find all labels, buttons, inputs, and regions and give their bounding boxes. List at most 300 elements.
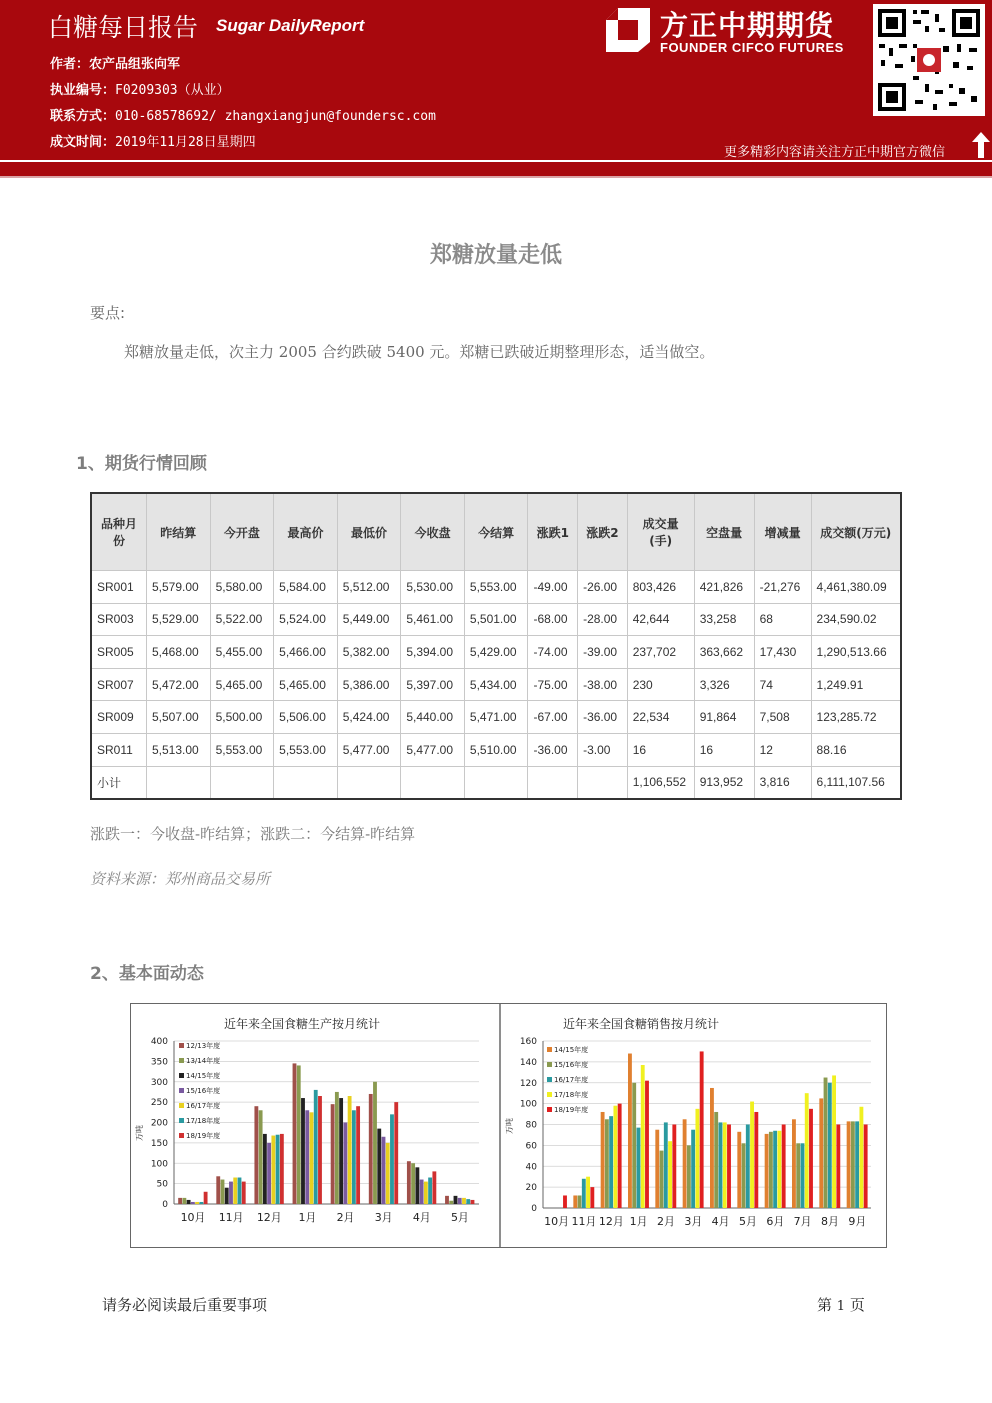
- table-row: [91, 636, 901, 669]
- report-header: [0, 0, 992, 160]
- y-tick-label: 0: [162, 1200, 168, 1210]
- contact-line: [50, 105, 436, 124]
- page-prefix: 第: [817, 1296, 833, 1314]
- table-row: [91, 571, 901, 604]
- legend-swatch: [179, 1043, 184, 1048]
- chart-bar: [864, 1125, 868, 1209]
- table-cell: [401, 766, 465, 799]
- legend-swatch: [547, 1062, 552, 1067]
- chart-bar: [242, 1182, 246, 1204]
- table-cell: 5,466.00: [274, 636, 338, 669]
- table-cell: SR005: [91, 636, 147, 669]
- chart-bar: [318, 1096, 322, 1204]
- y-tick-label: 120: [519, 1078, 537, 1089]
- table-cell: -21,276: [754, 571, 811, 604]
- y-tick-label: 20: [525, 1183, 537, 1194]
- table-cell: 230: [627, 668, 694, 701]
- table-row: [91, 733, 901, 766]
- chart-bar: [348, 1096, 352, 1204]
- chart-bar: [836, 1125, 840, 1209]
- chart-bar: [182, 1198, 186, 1204]
- y-tick-label: 160: [519, 1037, 537, 1047]
- chart-bar: [660, 1151, 664, 1208]
- table-cell: 5,580.00: [210, 571, 274, 604]
- legend-label: 16/17年度: [186, 1102, 221, 1110]
- page-suffix: 页: [849, 1296, 865, 1314]
- legend-label: 16/17年度: [554, 1076, 589, 1084]
- x-tick-label: 1月: [298, 1211, 317, 1224]
- chart-bar: [339, 1098, 343, 1204]
- chart-bar: [178, 1198, 182, 1204]
- chart-bar: [191, 1202, 195, 1204]
- table-cell: 5,522.00: [210, 603, 274, 636]
- table-cell: 5,386.00: [337, 668, 401, 701]
- col-header: 成交量(手): [627, 493, 694, 571]
- x-tick-label: 10月: [180, 1211, 206, 1224]
- chart-bar: [628, 1054, 632, 1208]
- table-cell: 1,106,552: [627, 766, 694, 799]
- col-header: 最低价: [337, 493, 401, 571]
- y-tick-label: 300: [150, 1077, 168, 1088]
- chart-bar: [254, 1106, 258, 1204]
- author-line: [50, 53, 180, 72]
- table-cell: 小计: [91, 766, 147, 799]
- table-cell: 88.16: [811, 733, 901, 766]
- legend-label: 18/19年度: [554, 1106, 589, 1114]
- chart-bar: [777, 1131, 781, 1208]
- company-name-en: FOUNDER CIFCO FUTURES: [660, 40, 844, 55]
- col-header: 昨结算: [147, 493, 211, 571]
- chart-bar: [238, 1178, 242, 1204]
- table-cell: 6,111,107.56: [811, 766, 901, 799]
- legend-swatch: [547, 1107, 552, 1112]
- chart-bar: [714, 1112, 718, 1208]
- table-cell: 5,394.00: [401, 636, 465, 669]
- chart-bar: [187, 1200, 191, 1204]
- table-cell: 17,430: [754, 636, 811, 669]
- table-cell: 1,290,513.66: [811, 636, 901, 669]
- header-divider-thin: [0, 176, 992, 178]
- table-cell: SR007: [91, 668, 147, 701]
- y-tick-label: 250: [150, 1098, 168, 1109]
- chart-bar: [819, 1098, 823, 1208]
- legend-label: 12/13年度: [186, 1042, 221, 1050]
- chart-bar: [454, 1196, 458, 1204]
- table-cell: [147, 766, 211, 799]
- chart-bar: [356, 1106, 360, 1204]
- author-label: 作者：: [50, 57, 90, 72]
- table-cell: 5,429.00: [464, 636, 528, 669]
- charts-svg: [131, 1004, 886, 1247]
- chart-bar: [832, 1075, 836, 1208]
- x-tick-label: 7月: [793, 1215, 812, 1228]
- chart-bar: [700, 1051, 704, 1208]
- table-cell: 5,530.00: [401, 571, 465, 604]
- y-tick-label: 80: [525, 1120, 537, 1131]
- chart-bar: [373, 1082, 377, 1204]
- chart-bar: [432, 1171, 436, 1204]
- arrow-up-icon: [972, 132, 990, 158]
- table-cell: 5,529.00: [147, 603, 211, 636]
- legend-swatch: [179, 1118, 184, 1123]
- chart-bar: [458, 1198, 462, 1204]
- table-cell: 5,507.00: [147, 701, 211, 734]
- chart-bar: [687, 1145, 691, 1208]
- table-cell: 1,249.91: [811, 668, 901, 701]
- chart-bar: [466, 1199, 470, 1204]
- legend-label: 15/16年度: [554, 1061, 589, 1069]
- legend-swatch: [547, 1077, 552, 1082]
- chart-bar: [259, 1110, 263, 1204]
- page-number: 1: [836, 1299, 846, 1314]
- table-cell: 5,506.00: [274, 701, 338, 734]
- table-cell: 33,258: [694, 603, 754, 636]
- chart-bar: [382, 1137, 386, 1204]
- chart-bar: [221, 1180, 225, 1204]
- chart-bar: [263, 1134, 267, 1204]
- table-cell: 5,513.00: [147, 733, 211, 766]
- x-tick-label: 8月: [821, 1215, 839, 1228]
- chart-bar: [672, 1125, 676, 1209]
- chart-bar: [801, 1143, 805, 1208]
- table-row: [91, 766, 901, 799]
- x-tick-label: 11月: [571, 1215, 597, 1228]
- table-cell: 5,465.00: [274, 668, 338, 701]
- table-cell: [337, 766, 401, 799]
- table-cell: 5,424.00: [337, 701, 401, 734]
- chart-bar: [411, 1163, 415, 1204]
- table-cell: 5,471.00: [464, 701, 528, 734]
- chart-bar: [195, 1202, 199, 1204]
- qr-code-icon: [873, 4, 985, 116]
- table-cell: [528, 766, 578, 799]
- table-cell: 5,500.00: [210, 701, 274, 734]
- table-cell: 421,826: [694, 571, 754, 604]
- table-cell: -38.00: [578, 668, 628, 701]
- chart-bar: [851, 1121, 855, 1208]
- table-cell: 22,534: [627, 701, 694, 734]
- chart-bar: [386, 1143, 390, 1204]
- y-tick-label: 150: [150, 1138, 168, 1149]
- report-date: 2019年11月28日星期四: [115, 135, 256, 150]
- chart-bar: [719, 1122, 723, 1208]
- legend-label: 17/18年度: [186, 1117, 221, 1125]
- table-cell: 237,702: [627, 636, 694, 669]
- chart-bar: [769, 1132, 773, 1208]
- chart-bar: [578, 1195, 582, 1208]
- chart-bar: [582, 1179, 586, 1208]
- chart-bar: [683, 1119, 687, 1208]
- legend-label: 14/15年度: [554, 1046, 589, 1054]
- chart-bar: [742, 1143, 746, 1208]
- chart-bar: [796, 1143, 800, 1208]
- chart-title: 近年来全国食糖生产按月统计: [223, 1017, 381, 1031]
- table-cell: -3.00: [578, 733, 628, 766]
- table-cell: 5,477.00: [401, 733, 465, 766]
- table-cell: 913,952: [694, 766, 754, 799]
- chart-bar: [655, 1130, 659, 1208]
- table-cell: SR003: [91, 603, 147, 636]
- table-cell: 5,584.00: [274, 571, 338, 604]
- change-definition-note: 涨跌一：今收盘-昨结算；涨跌二：今结算-昨结算: [90, 825, 416, 843]
- table-cell: 74: [754, 668, 811, 701]
- table-cell: -74.00: [528, 636, 578, 669]
- y-tick-label: 50: [156, 1179, 168, 1190]
- x-tick-label: 4月: [412, 1211, 431, 1224]
- keypoint-text: 郑糖放量走低，次主力 2005 合约跌破 5400 元。郑糖已跌破近期整理形态，适当做空。: [124, 343, 715, 361]
- chart-bar: [420, 1180, 424, 1204]
- table-cell: -28.00: [578, 603, 628, 636]
- follow-wechat-text: 更多精彩内容请关注方正中期官方微信: [724, 145, 946, 160]
- legend-label: 15/16年度: [186, 1087, 221, 1095]
- col-header: 今收盘: [401, 493, 465, 571]
- contact: 010-68578692/ zhangxiangjun@foundersc.com: [115, 109, 436, 124]
- chart-bar: [204, 1192, 208, 1204]
- table-cell: 5,553.00: [274, 733, 338, 766]
- y-tick-label: 200: [150, 1118, 168, 1129]
- founder-logo-icon: [604, 6, 652, 54]
- col-header: 空盘量: [694, 493, 754, 571]
- chart-bar: [331, 1104, 335, 1204]
- company-name-cn: 方正中期期货: [660, 9, 835, 42]
- chart-bar: [297, 1065, 301, 1204]
- chart-bar: [695, 1109, 699, 1208]
- chart-bar: [691, 1130, 695, 1208]
- y-tick-label: 40: [525, 1162, 537, 1173]
- table-cell: [464, 766, 528, 799]
- table-cell: 5,465.00: [210, 668, 274, 701]
- chart-bar: [723, 1122, 727, 1208]
- table-cell: 7,508: [754, 701, 811, 734]
- chart-bar: [271, 1136, 275, 1204]
- chart-bar: [352, 1110, 356, 1204]
- table-cell: 3,816: [754, 766, 811, 799]
- table-cell: SR009: [91, 701, 147, 734]
- keypoint-label: 要点:: [90, 304, 126, 322]
- y-tick-label: 140: [519, 1057, 537, 1068]
- legend-swatch: [547, 1047, 552, 1052]
- table-header-row: [91, 493, 901, 571]
- x-tick-label: 4月: [711, 1215, 730, 1228]
- table-cell: SR011: [91, 733, 147, 766]
- y-tick-label: 0: [531, 1204, 537, 1214]
- table-cell: -75.00: [528, 668, 578, 701]
- chart-bar: [605, 1119, 609, 1208]
- table-cell: 5,477.00: [337, 733, 401, 766]
- x-tick-label: 2月: [336, 1211, 355, 1224]
- y-tick-label: 60: [525, 1141, 537, 1152]
- chart-bar: [737, 1132, 741, 1208]
- chart-bar: [407, 1161, 411, 1204]
- chart-bar: [750, 1102, 754, 1208]
- y-tick-label: 100: [150, 1159, 168, 1170]
- table-cell: 16: [627, 733, 694, 766]
- chart-bar: [637, 1128, 641, 1208]
- chart-bar: [809, 1109, 813, 1208]
- y-tick-label: 100: [519, 1099, 537, 1110]
- x-tick-label: 12月: [256, 1211, 282, 1224]
- chart-bar: [847, 1121, 851, 1208]
- chart-bar: [428, 1178, 432, 1204]
- table-cell: 91,864: [694, 701, 754, 734]
- y-tick-label: 400: [150, 1037, 168, 1047]
- table-cell: 234,590.02: [811, 603, 901, 636]
- header-divider: [0, 162, 992, 176]
- table-row: [91, 668, 901, 701]
- table-cell: 12: [754, 733, 811, 766]
- table-cell: 803,426: [627, 571, 694, 604]
- chart-bar: [199, 1202, 203, 1204]
- x-tick-label: 3月: [684, 1215, 703, 1228]
- chart-bar: [765, 1134, 769, 1208]
- table-cell: -67.00: [528, 701, 578, 734]
- table-cell: 5,461.00: [401, 603, 465, 636]
- footer-disclaimer: 请务必阅读最后重要事项: [102, 1296, 268, 1314]
- table-cell: 5,553.00: [464, 571, 528, 604]
- section-heading-fundamentals: 2、基本面动态: [90, 964, 204, 984]
- chart-bar: [335, 1092, 339, 1204]
- legend-label: 13/14年度: [186, 1057, 221, 1065]
- x-tick-label: 9月: [848, 1215, 867, 1228]
- table-cell: SR001: [91, 571, 147, 604]
- table-cell: 5,553.00: [210, 733, 274, 766]
- chart-bar: [301, 1098, 305, 1204]
- table-cell: 5,512.00: [337, 571, 401, 604]
- chart-bar: [310, 1112, 314, 1204]
- chart-bar: [343, 1123, 347, 1205]
- report-title-en: Sugar DailyReport: [216, 16, 365, 35]
- x-tick-label: 2月: [657, 1215, 675, 1228]
- x-tick-label: 12月: [598, 1215, 624, 1228]
- table-cell: -68.00: [528, 603, 578, 636]
- table-cell: 5,434.00: [464, 668, 528, 701]
- chart-bar: [805, 1093, 809, 1208]
- chart-bar: [609, 1116, 613, 1208]
- x-tick-label: 5月: [739, 1215, 757, 1228]
- table-row: [91, 701, 901, 734]
- chart-bar: [233, 1178, 237, 1204]
- table-cell: 5,524.00: [274, 603, 338, 636]
- chart-bar: [445, 1196, 449, 1204]
- table-cell: 5,455.00: [210, 636, 274, 669]
- col-header: 增减量: [754, 493, 811, 571]
- chart-title: 近年来全国食糖销售按月统计: [562, 1017, 720, 1031]
- charts-panel: [130, 1003, 887, 1248]
- chart-bar: [276, 1135, 280, 1204]
- y-axis-label: 万吨: [505, 1118, 514, 1134]
- chart-bar: [573, 1195, 577, 1208]
- chart-bar: [394, 1102, 398, 1204]
- table-cell: -39.00: [578, 636, 628, 669]
- chart-bar: [293, 1063, 297, 1204]
- x-tick-label: 1月: [629, 1215, 648, 1228]
- license-label: 执业编号：: [50, 83, 116, 98]
- table-cell: 5,440.00: [401, 701, 465, 734]
- col-header: 成交额(万元): [811, 493, 901, 571]
- x-tick-label: 3月: [374, 1211, 393, 1224]
- contact-label: 联系方式：: [50, 109, 116, 124]
- table-cell: 5,579.00: [147, 571, 211, 604]
- x-tick-label: 6月: [766, 1215, 785, 1228]
- table-cell: 42,644: [627, 603, 694, 636]
- chart-bar: [613, 1106, 617, 1208]
- table-cell: 16: [694, 733, 754, 766]
- legend-label: 17/18年度: [554, 1091, 589, 1099]
- author: 农产品组张向军: [89, 57, 181, 72]
- chart-bar: [601, 1112, 605, 1208]
- table-cell: 5,468.00: [147, 636, 211, 669]
- chart-bar: [727, 1125, 731, 1209]
- chart-bar: [471, 1200, 475, 1204]
- futures-quote-table: [90, 492, 902, 800]
- chart-bar: [229, 1182, 233, 1204]
- chart-bar: [225, 1188, 229, 1204]
- section-heading-futures: 1、期货行情回顾: [76, 454, 207, 474]
- date-label: 成文时间：: [50, 135, 116, 150]
- license-line: [50, 79, 230, 98]
- col-header: 最高价: [274, 493, 338, 571]
- chart-bar: [449, 1201, 453, 1204]
- table-cell: 363,662: [694, 636, 754, 669]
- date-line: [50, 131, 256, 150]
- chart-bar: [586, 1177, 590, 1208]
- chart-bar: [563, 1195, 567, 1208]
- table-cell: 4,461,380.09: [811, 571, 901, 604]
- table-cell: -26.00: [578, 571, 628, 604]
- legend-swatch: [547, 1092, 552, 1097]
- chart-bar: [641, 1065, 645, 1208]
- chart-bar: [305, 1110, 309, 1204]
- table-row: [91, 603, 901, 636]
- chart-bar: [632, 1083, 636, 1208]
- legend-swatch: [179, 1088, 184, 1093]
- table-cell: [274, 766, 338, 799]
- data-source-note: 资料来源：郑州商品交易所: [90, 870, 271, 888]
- x-tick-label: 5月: [450, 1211, 469, 1224]
- table-cell: [578, 766, 628, 799]
- chart-bar: [590, 1187, 594, 1208]
- table-cell: -36.00: [578, 701, 628, 734]
- table-cell: 5,449.00: [337, 603, 401, 636]
- col-header: 今结算: [464, 493, 528, 571]
- x-tick-label: 10月: [544, 1215, 570, 1228]
- legend-label: 18/19年度: [186, 1132, 221, 1140]
- x-tick-label: 11月: [218, 1211, 244, 1224]
- legend-swatch: [179, 1073, 184, 1078]
- legend-swatch: [179, 1058, 184, 1063]
- chart-bar: [280, 1134, 284, 1204]
- col-header: 涨跌2: [578, 493, 628, 571]
- chart-bar: [668, 1141, 672, 1208]
- table-cell: 5,472.00: [147, 668, 211, 701]
- col-header: 今开盘: [210, 493, 274, 571]
- col-header: 品种月份: [91, 493, 147, 571]
- license-number: F0209303（从业）: [115, 83, 230, 98]
- chart-bar: [267, 1143, 271, 1204]
- table-cell: 5,510.00: [464, 733, 528, 766]
- chart-bar: [773, 1131, 777, 1208]
- col-header: 涨跌1: [528, 493, 578, 571]
- table-cell: 5,397.00: [401, 668, 465, 701]
- chart-bar: [754, 1112, 758, 1208]
- table-cell: 123,285.72: [811, 701, 901, 734]
- chart-bar: [314, 1090, 318, 1204]
- chart-bar: [415, 1167, 419, 1204]
- table-cell: 5,382.00: [337, 636, 401, 669]
- table-cell: 3,326: [694, 668, 754, 701]
- table-cell: 68: [754, 603, 811, 636]
- chart-bar: [828, 1083, 832, 1208]
